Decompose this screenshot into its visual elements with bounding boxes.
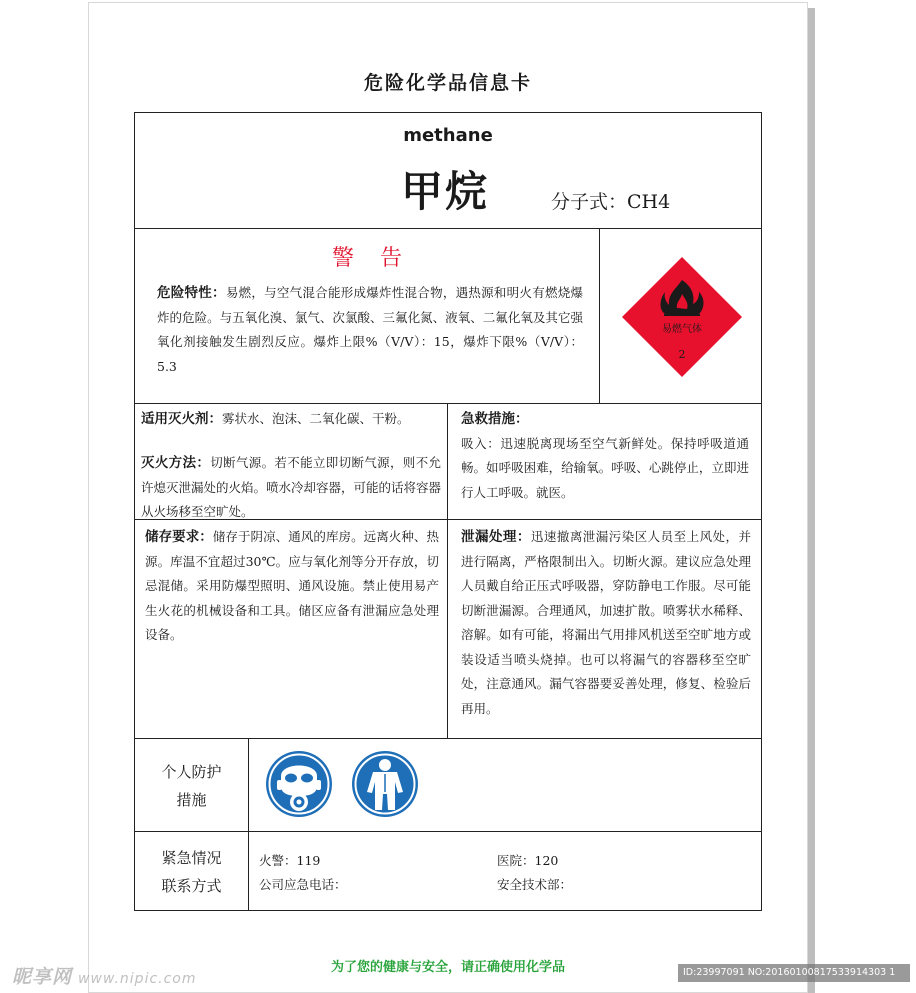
flammable-gas-sign xyxy=(621,256,743,378)
company-emergency-phone: 公司应急电话： xyxy=(259,877,347,892)
ppe-label xyxy=(135,758,248,814)
hazard-text: 易燃，与空气混合能形成爆炸性混合物，遇热源和明火有燃烧爆炸的危险。与五氧化溴、氯气、次氯酸、三氟化氮、液氧、二氟化氧及其它强氧化剂接触发生剧烈反应。爆炸上限%（V/V）：15，爆炸下限%（V/V）：5.3 xyxy=(157,285,583,374)
divider-storage xyxy=(135,738,761,739)
divider-warning xyxy=(135,403,761,404)
sign-class: 2 xyxy=(678,348,686,361)
fire-method-text: 切断气源。若不能立即切断气源，则不允许熄灭泄漏处的火焰。喷水冷却容器，可能的话将容器从火场移至空旷处。 xyxy=(141,455,442,519)
divider-warning-sign xyxy=(599,228,600,403)
extinguishing-agent-label: 适用灭火剂： xyxy=(141,411,222,427)
safety-tech-department: 安全技术部： xyxy=(497,877,573,892)
leak-handling xyxy=(461,525,751,721)
first-aid-text: 吸入：迅速脱离现场至空气新鲜处。保持呼吸道通畅。如呼吸困难，给输氧。呼吸、心跳停止，立即进行人工呼吸。就医。 xyxy=(461,435,749,500)
protective-suit-icon xyxy=(351,750,419,818)
emergency-label-line2: 联系方式 xyxy=(161,877,222,895)
storage-text: 储存于阴凉、通风的库房。远离火种、热源。库温不宜超过30℃。应与氧化剂等分开存放，切忌混储。采用防爆型照明、通风设施。禁止使用易产生火花的机械设备和工具。储区应备有泄漏应急处理设备。 xyxy=(145,529,439,642)
divider-middle xyxy=(447,403,448,738)
sheet-shadow xyxy=(808,8,815,993)
sign-text: 易燃气体 xyxy=(662,324,702,335)
emergency-label-line1: 紧急情况 xyxy=(161,849,222,867)
leak-label: 泄漏处理： xyxy=(461,529,531,545)
leak-text: 迅速撤离泄漏污染区人员至上风处，并进行隔离，严格限制出入。切断火源。建议应急处理人员戴自给正压式呼吸器，穿防静电工作服。尽可能切断泄漏源。合理通风，加速扩散。喷雾状水稀释、溶解。如有可能，将漏出气用排风机送至空旷地方或装设适当喷头烧掉。也可以将漏气的容器移至空旷处，注意通风。漏气容器要妥善处理，修复、检验后再用。 xyxy=(461,529,751,716)
divider-labels xyxy=(248,738,249,911)
warning-title: 警告 xyxy=(331,246,428,271)
emergency-label xyxy=(135,844,248,900)
hazard-label: 危险特性： xyxy=(157,285,226,301)
watermark-site: www.nipic.com xyxy=(78,971,197,987)
divider-header xyxy=(135,228,761,229)
watermark-logo-text: 昵享网 xyxy=(12,966,73,988)
ppe-label-line2: 措施 xyxy=(176,791,207,809)
first-aid-label: 急救措施： xyxy=(461,411,529,427)
formula-value: CH4 xyxy=(627,191,671,213)
storage-requirements xyxy=(145,525,439,648)
fire-police-number: 火警：119 xyxy=(259,853,321,868)
molecular-formula xyxy=(551,187,670,214)
hazard-properties xyxy=(157,281,583,379)
chinese-name: 甲烷 xyxy=(401,167,490,216)
english-name: methane xyxy=(403,125,493,146)
document-title: 危险化学品信息卡 xyxy=(363,72,532,94)
watermark-logo xyxy=(12,962,197,989)
info-card xyxy=(134,112,762,911)
watermark-id: ID:23997091 NO:20160100817533914303 1 xyxy=(678,964,910,982)
extinguishing-agent-text: 雾状水、泡沫、二氧化碳、干粉。 xyxy=(222,411,410,426)
fire-fighting-method xyxy=(141,451,441,525)
divider-ppe xyxy=(135,831,761,832)
fire-method-label: 灭火方法： xyxy=(141,455,211,471)
hospital-number: 医院：120 xyxy=(497,853,559,868)
first-aid-measures xyxy=(461,407,749,505)
formula-label: 分子式： xyxy=(551,191,628,213)
footer-slogan: 为了您的健康与安全，请正确使用化学品 xyxy=(330,960,565,975)
extinguishing-agent xyxy=(141,407,441,432)
storage-label: 储存要求： xyxy=(145,529,213,545)
ppe-label-line1: 个人防护 xyxy=(161,763,222,781)
gas-mask-icon xyxy=(265,750,333,818)
